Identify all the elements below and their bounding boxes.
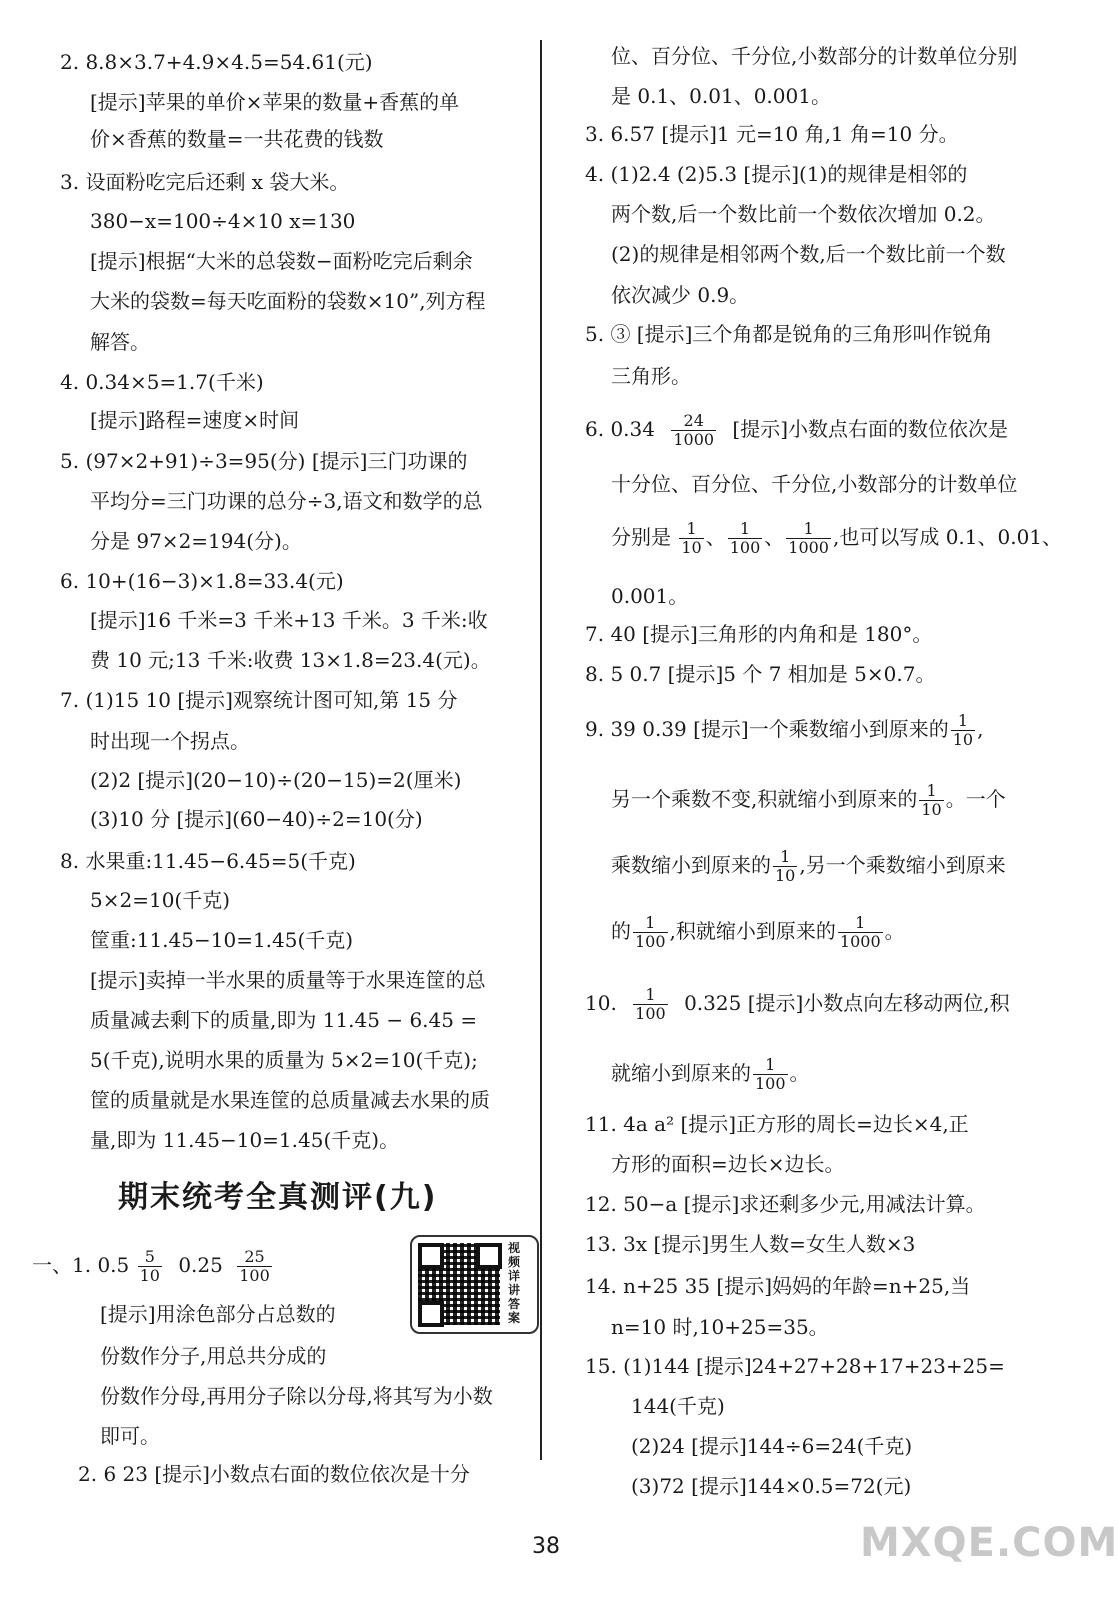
hint-text: 位、百分位、千分位,小数部分的计数单位分别 — [611, 44, 1018, 68]
hint-text: 时出现一个拐点。 — [90, 729, 250, 753]
hint-text: [提示]小数点右面的数位依次是 — [732, 417, 1009, 441]
hint-text: [提示]路程=速度×时间 — [90, 408, 300, 432]
fraction — [786, 520, 831, 557]
answer-5: 5. (97×2+91)÷3=95(分) [提示]三门功课的 — [60, 449, 468, 473]
answer-10 — [585, 986, 1010, 1023]
answer-8: 8. 水果重:11.45−6.45=5(千克) — [60, 849, 356, 873]
hint-text: 的 — [611, 919, 631, 943]
numerator: 1 — [686, 519, 697, 538]
section-1-answer-1 — [32, 1248, 274, 1285]
fraction — [138, 1248, 162, 1285]
hint-text: 乘数缩小到原来的 — [611, 853, 771, 877]
hint-text: 分是 97×2=194(分)。 — [90, 529, 302, 553]
hint-text: [提示]用涂色部分占总数的 — [100, 1302, 336, 1326]
answer-7-3: (3)10 分 [提示](60−40)÷2=10(分) — [90, 807, 423, 831]
answer-2: 2. 8.8×3.7+4.9×4.5=54.61(元) — [60, 50, 373, 74]
fraction — [633, 914, 668, 951]
hint-text: 即可。 — [100, 1424, 160, 1448]
answer-text: 一、1. 0.5 — [32, 1253, 130, 1277]
qr-finder — [418, 1243, 444, 1269]
answer-15-2: (2)24 [提示]144÷6=24(千克) — [631, 1434, 913, 1458]
fraction — [773, 848, 797, 885]
answer-7: 7. (1)15 10 [提示]观察统计图可知,第 15 分 — [60, 688, 458, 712]
hint-text: 两个数,后一个数比前一个数依次增加 0.2。 — [611, 202, 996, 226]
denominator: 1000 — [839, 932, 881, 951]
denominator: 100 — [635, 932, 666, 951]
hint-text: 依次减少 0.9。 — [611, 283, 750, 307]
answer-4: 4. (1)2.4 (2)5.3 [提示](1)的规律是相邻的 — [585, 162, 968, 186]
fraction — [919, 782, 943, 819]
hint-text: 就缩小到原来的 — [611, 1061, 751, 1085]
hint-text: 5(千克),说明水果的质量为 5×2=10(千克); — [90, 1048, 478, 1072]
denominator: 10 — [952, 730, 974, 749]
denominator: 100 — [729, 538, 761, 557]
equation: 380−x=100÷4×10 x=130 — [90, 209, 356, 233]
answer-15: 15. (1)144 [提示]24+27+28+17+23+25= — [585, 1354, 1005, 1378]
hint-text: [提示]16 千米=3 千米+13 千米。3 千米:收 — [90, 608, 488, 632]
fraction — [633, 986, 668, 1023]
numerator: 1 — [926, 781, 937, 800]
equation: 筐重:11.45−10=1.45(千克) — [90, 928, 354, 952]
fraction — [951, 712, 975, 749]
numerator: 5 — [144, 1247, 155, 1266]
qr-finder — [476, 1243, 502, 1269]
hint-text: 0.001。 — [611, 584, 689, 608]
answer-3: 3. 设面粉吃完后还剩 x 袋大米。 — [60, 170, 350, 194]
numerator: 1 — [645, 913, 656, 932]
answer-9 — [585, 712, 983, 749]
answer-12: 12. 50−a [提示]求还剩多少元,用减法计算。 — [585, 1192, 986, 1216]
fraction — [679, 520, 703, 557]
fraction — [671, 412, 716, 449]
denominator: 100 — [635, 1004, 666, 1023]
denominator: 10 — [921, 800, 942, 819]
answer-7-2: (2)2 [提示](20−10)÷(20−15)=2(厘米) — [90, 768, 462, 792]
hint-text: 大米的袋数=每天吃面粉的袋数×10”,列方程 — [90, 289, 486, 313]
hint-text: 。一个 — [945, 787, 1006, 811]
page-number: 38 — [532, 1534, 560, 1559]
hint-text: [提示]苹果的单价×苹果的数量+香蕉的单 — [90, 90, 460, 114]
fraction — [728, 520, 763, 557]
numerator: 1 — [739, 519, 751, 538]
hint-text: 质量减去剩下的质量,即为 11.45 − 6.45 = — [90, 1008, 478, 1032]
qr-code[interactable] — [410, 1235, 539, 1334]
qr-finder — [418, 1301, 444, 1327]
hint-text: 三角形。 — [611, 364, 691, 388]
answer-15-3: (3)72 [提示]144×0.5=72(元) — [631, 1474, 912, 1498]
numerator: 1 — [855, 913, 866, 932]
hint-text: 分别是 $\frac{1}{10}$ 、 $\frac{1}{100}$ 、 $\frac{1}{1000}$ ,也可以写成 0.1、0.01、 — [611, 519, 1063, 557]
hint-text: ,积就缩小到原来的 — [669, 919, 836, 943]
fraction — [753, 1056, 788, 1093]
answer-7: 7. 40 [提示]三角形的内角和是 180°。 — [585, 622, 933, 646]
hint-text: 费 10 元;13 千米:收费 13×1.8=23.4(元)。 — [90, 648, 491, 672]
punctuation: 。 — [884, 919, 905, 943]
hint-text: n=10 时,10+25=35。 — [611, 1315, 829, 1339]
fraction — [838, 914, 883, 951]
hint-text: 筐的质量就是水果连筐的总质量减去水果的质 — [90, 1088, 490, 1112]
hint-text — [611, 914, 905, 951]
hint-text: 份数作分子,用总共分成的 — [100, 1344, 327, 1368]
section-title: 期末统考全真测评(九) — [118, 1180, 438, 1215]
denominator: 10 — [681, 538, 702, 557]
watermark: MXQE.COM — [860, 1520, 1118, 1566]
answer-11: 11. 4a a² [提示]正方形的周长=边长×4,正 — [585, 1112, 969, 1136]
hint-text — [611, 1056, 810, 1093]
punctuation: 。 — [789, 1061, 810, 1085]
denominator: 1000 — [788, 538, 829, 557]
answer-14: 14. n+25 35 [提示]妈妈的年龄=n+25,当 — [585, 1274, 971, 1298]
answer-6: 6. 10+(16−3)×1.8=33.4(元) — [60, 569, 344, 593]
hint-text: 解答。 — [90, 330, 150, 354]
numerator: 1 — [765, 1055, 776, 1074]
answer-8: 8. 5 0.7 [提示]5 个 7 相加是 5×0.7。 — [585, 662, 936, 686]
hint-text: 是 0.1、0.01、0.001。 — [611, 84, 831, 108]
answer-text: 0.25 — [178, 1253, 223, 1277]
qr-label: 视频详讲答案 — [508, 1241, 521, 1325]
hint-text: ,也可以写成 0.1、0.01、 — [832, 525, 1063, 549]
denominator: 100 — [755, 1074, 786, 1093]
numerator: 24 — [683, 411, 704, 430]
answer-6 — [585, 412, 1008, 449]
answer-4: 4. 0.34×5=1.7(千米) — [60, 370, 264, 394]
answer-2: 2. 6 23 [提示]小数点右面的数位依次是十分 — [78, 1462, 470, 1486]
hint-text: (2)的规律是相邻两个数,后一个数比前一个数 — [611, 242, 1006, 266]
answer-5: 5. ③ [提示]三个角都是锐角的三角形叫作锐角 — [585, 322, 993, 346]
answer-13: 13. 3x [提示]男生人数=女生人数×3 — [585, 1232, 916, 1256]
punctuation: , — [977, 717, 984, 741]
equation: 5×2=10(千克) — [90, 888, 231, 912]
hint-text: 另一个乘数不变,积就缩小到原来的 — [611, 787, 918, 811]
fraction — [237, 1248, 272, 1285]
hint-text: 0.325 [提示]小数点向左移动两位,积 — [684, 991, 1010, 1015]
hint-text: 方形的面积=边长×边长。 — [611, 1152, 845, 1176]
column-divider — [540, 40, 542, 1460]
hint-text: 144(千克) — [631, 1394, 725, 1418]
hint-text: 份数作分母,再用分子除以分母,将其写为小数 — [100, 1384, 493, 1408]
answer-text: 6. 0.34 — [585, 417, 655, 441]
denominator: 100 — [239, 1266, 270, 1285]
answer-3: 3. 6.57 [提示]1 元=10 角,1 角=10 分。 — [585, 122, 959, 146]
denominator: 10 — [139, 1266, 160, 1285]
hint-text — [611, 782, 1006, 819]
hint-text: 量,即为 11.45−10=1.45(千克)。 — [90, 1128, 400, 1152]
hint-text: 价×香蕉的数量=一共花费的钱数 — [90, 127, 384, 151]
hint-text — [611, 848, 1006, 885]
hint-text: 十分位、百分位、千分位,小数部分的计数单位 — [611, 472, 1018, 496]
numerator: 1 — [645, 985, 656, 1004]
denominator: 1000 — [673, 430, 715, 449]
denominator: 10 — [775, 866, 796, 885]
hint-text: 分别是 — [611, 525, 671, 549]
numerator: 1 — [780, 847, 791, 866]
answer-text: 9. 39 0.39 [提示]一个乘数缩小到原来的 — [585, 717, 949, 741]
numerator: 1 — [957, 711, 969, 730]
numerator: 25 — [244, 1247, 265, 1266]
numerator: 1 — [803, 519, 814, 538]
hint-text: [提示]卖掉一半水果的质量等于水果连筐的总 — [90, 968, 486, 992]
hint-text: 平均分=三门功课的总分÷3,语文和数学的总 — [90, 489, 483, 513]
hint-text: [提示]根据“大米的总袋数−面粉吃完后剩余 — [90, 249, 473, 273]
hint-text: ,另一个乘数缩小到原来 — [799, 853, 1006, 877]
answer-number: 10. — [585, 991, 617, 1015]
